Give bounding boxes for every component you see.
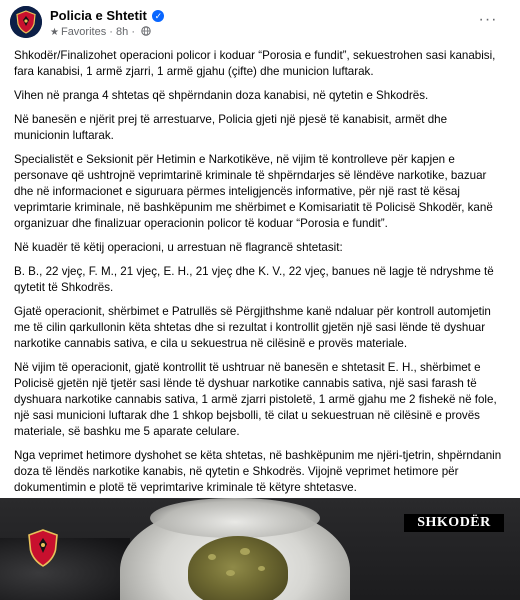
- photo-bag-fold: [150, 498, 320, 538]
- post-time[interactable]: 8h: [116, 26, 129, 38]
- post-paragraph: Gjatë operacionit, shërbimet e Patrullës së Përgjithshme kanë ndaluar për kontroll automjetin me të cilin qarkullonin këta shtetas dhe si rezultat i kontrollit gjetën një sasi lënde të dyshuar narkotike cannabis sativa, e cila u sekuestrua në cilësinë e provës materiale.: [14, 305, 491, 350]
- meta-separator: ·: [109, 26, 113, 38]
- post-paragraph: Në banesën e njërit prej të arrestuarve, Policia gjeti një pjesë të kanabisit, armët dhe municionin luftarak.: [14, 113, 448, 142]
- photo-cannabis: [188, 536, 288, 600]
- post-paragraph: Në kuadër të këtij operacioni, u arrestuan në flagrancë shtetasit:: [14, 241, 343, 254]
- verified-badge-icon: ✓: [152, 10, 164, 22]
- star-icon: ★: [50, 27, 59, 38]
- globe-icon: [141, 26, 151, 36]
- post-meta: [50, 26, 151, 38]
- page-name-text[interactable]: Policia e Shtetit: [50, 8, 147, 23]
- page-avatar[interactable]: [10, 6, 42, 38]
- post-paragraph: Vihen në pranga 4 shtetas që shpërndanin doza kanabisi, në qytetin e Shkodrës.: [14, 89, 429, 102]
- post-paragraph: Nga veprimet hetimore dyshohet se këta shtetas, në bashkëpunim me njëri-tjetrin, shpërndanin doza të lëndës narkotike kanabis, në qytetin e Shkodrës. Vijojnë veprimet hetimore për dokumentimin e plotë të veprimtarive kriminale të këtyre shtetasve.: [14, 449, 502, 494]
- photo-background-hand: [0, 538, 130, 600]
- audience-label[interactable]: Favorites: [60, 26, 107, 38]
- page-name[interactable]: [50, 8, 164, 23]
- post-header: [0, 0, 520, 44]
- police-shield-logo: [10, 6, 42, 38]
- post-paragraph: B. B., 22 vjeç, F. M., 21 vjeç, E. H., 21 vjeç dhe K. V., 22 vjeç, banues në lagje të ndryshme të qytetit të Shkodrës.: [14, 265, 494, 294]
- city-label: SHKODËR: [404, 514, 504, 532]
- post-paragraph: Specialistët e Seksionit për Hetimin e Narkotikëve, në vijim të kontrolleve për kapjen e personave që ushtrojnë veprimtarinë kriminale të shpërndarjes së lëndëve narkotike, bazuar dhe në informacionet e siguruara përmes inteligjencës informative, për një rast të kësaj veprimtarie kriminale, në bashkëpunim me shërbimet e Komisariatit të Policisë Shkodër, kanë organizuar dhe finalizuar operacionin policor të koduar “Porosia e fundit”.: [14, 153, 493, 230]
- post-photo[interactable]: [0, 498, 520, 600]
- police-shield-watermark-icon: [26, 528, 60, 568]
- post-paragraph: Shkodër/Finalizohet operacioni policor i koduar “Porosia e fundit”, sekuestrohen sasi kanabisi, fara kanabisi, 1 armë zjarri, 1 armë gjahu (çifte) dhe municion luftarak.: [14, 49, 496, 78]
- more-options-icon[interactable]: ···: [478, 11, 498, 28]
- post-body: [14, 48, 504, 544]
- post-paragraph: Në vijim të operacionit, gjatë kontrollit të ushtruar në banesën e shtetasit E. H., shërbimet e Policisë gjetën një tjetër sasi lënde të dyshuar narkotike cannabis sativa, një sasi farash të dyshuara narkotike cannabis sativa, 1 armë zjarri pistoletë, 1 armë gjahu me 2 fishekë në fole, një sasi municioni luftarak dhe 1 shkop bejsbolli, të cilat u sekuestruan në cilësinë e provës materiale, së bashku me 5 aparate celulare.: [14, 361, 497, 438]
- meta-separator-2: ·: [131, 26, 135, 38]
